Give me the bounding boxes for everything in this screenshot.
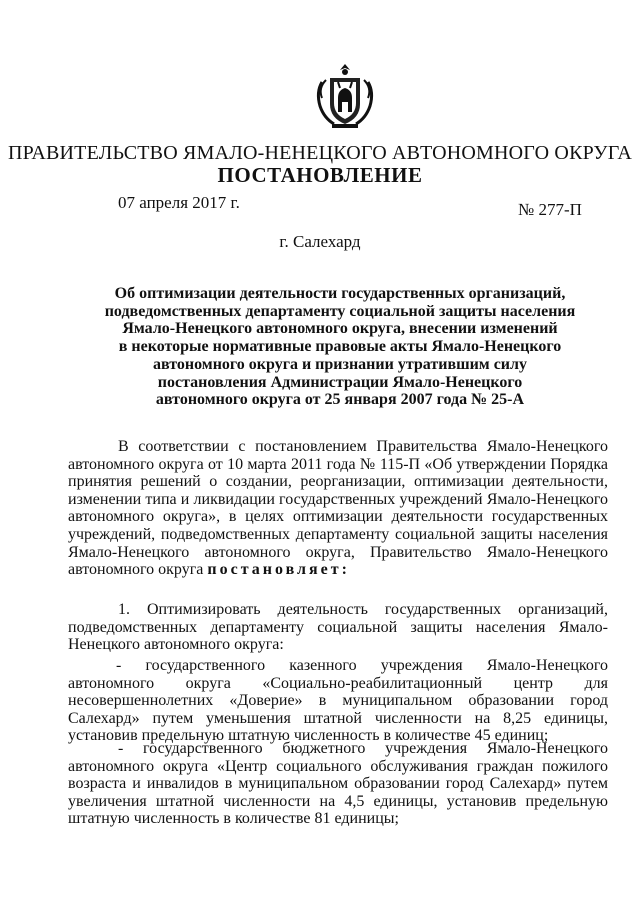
document-number: № 277-П	[518, 200, 582, 219]
document-type: ПОСТАНОВЛЕНИЕ	[217, 163, 423, 187]
coat-of-arms-icon	[314, 62, 376, 134]
item-1a-paragraph: - государственного казенного учреждения Ямало-Ненецкого автономного округа «Социально-реабилитационный центр для несовершеннолетних «Доверие» в муниципальном образовании город Салехард» путем уменьшения штатной численности на 8,25 единицы, установив предельную штатную численность в количестве 45 единиц;	[68, 657, 608, 745]
title-line: подведомственных департаменту социальной защиты населения	[104, 302, 576, 320]
document-date: 07 апреля 2017 г.	[118, 193, 240, 212]
title-line: Об оптимизации деятельности государственных организаций,	[114, 285, 566, 302]
title-line: Ямало-Ненецкого автономного округа, внесении изменений	[122, 320, 558, 338]
document-city: г. Салехард	[279, 232, 361, 251]
title-line: автономного округа и признании утратившим силу	[153, 355, 527, 373]
document-title	[95, 285, 585, 409]
government-name: ПРАВИТЕЛЬСТВО ЯМАЛО-НЕНЕЦКОГО АВТОНОМНОГО ОКРУГА	[7, 142, 633, 164]
title-line: постановления Администрации Ямало-Ненецкого	[157, 373, 523, 391]
item-1-paragraph: 1. Оптимизировать деятельность государственных организаций, подведомственных департаменту социальной защиты населения Ямало-Ненецкого автономного округа:	[68, 601, 608, 654]
item-1b-paragraph: - государственного бюджетного учреждения Ямало-Ненецкого автономного округа «Центр социального обслуживания граждан пожилого возраста и инвалидов в муниципальном образовании город Салехард» путем увеличения штатной численности на 4,5 единицы, установив предельную штатную численность в количестве 81 единицы;	[68, 740, 608, 828]
decree-word: постановляет:	[207, 561, 350, 579]
title-line: автономного округа от 25 января 2007 года № 25-А	[155, 391, 525, 409]
preamble-text: В соответствии с постановлением Правительства Ямало-Ненецкого автономного округа от 10 марта 2011 года № 115-П «Об утверждении Порядка принятия решений о создании, реорганизации, оптимизации деятельности, изменении типа и ликвидации государственных учреждений Ямало-Ненецкого автономного округа», в целях оптимизации деятельности государственных учреждений, подведомственных департаменту социальной защиты населения Ямало-Ненецкого автономного округа, Правительство Ямало-Ненецкого автономного округа	[68, 438, 608, 579]
preamble-paragraph	[68, 438, 608, 579]
title-line: в некоторые нормативные правовые акты Ямало-Ненецкого	[118, 338, 562, 356]
